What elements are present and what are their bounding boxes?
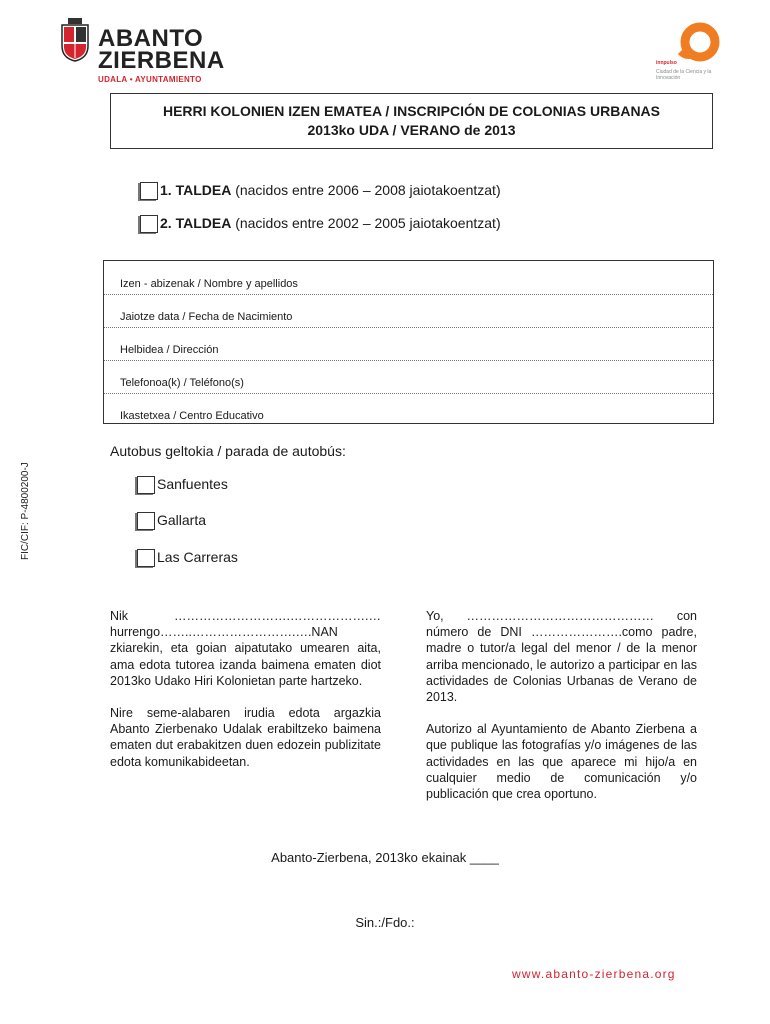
group-option-1	[140, 182, 501, 200]
innovation-text: Ciudad de la Ciencia y la Innovación	[656, 69, 712, 81]
bus-stop-label: Gallarta	[157, 512, 207, 528]
phone-field[interactable]	[104, 360, 713, 394]
bus-stop-checkbox[interactable]	[137, 512, 155, 530]
logo-line-1: ABANTO	[98, 25, 204, 52]
basque-participation-paragraph: Nik ……………………….……………….… hurrengo……..…………………….….NAN zkiarekin, eta goian aipatutako umearen aita, ama edota tutorea izanda baimena ematen diot 2013ko Udako Hiri Kolonietan parte hartzeko.	[110, 609, 381, 688]
name-field-label: Izen - abizenak / Nombre y apellidos	[120, 278, 298, 290]
spanish-authorization-text	[426, 608, 697, 818]
innovation-caption	[656, 60, 726, 81]
bus-stop-heading: Autobus geltokia / parada de autobús:	[110, 443, 346, 459]
name-field[interactable]	[104, 261, 713, 295]
bus-stop-label: Sanfuentes	[157, 476, 228, 492]
basque-authorization-text	[110, 608, 381, 786]
form-title-line-1: HERRI KOLONIEN IZEN EMATEA / INSCRIPCIÓN DE COLONIAS URBANAS	[162, 103, 661, 119]
form-title-line-2: 2013ko UDA / VERANO de 2013	[307, 122, 516, 138]
logo-line-2: ZIERBENA	[98, 47, 225, 74]
group-2-label: 2. TALDEA	[160, 215, 232, 231]
spanish-participation-paragraph: Yo, ……………………………………… con número de DNI ………………….como padre, madre o tutor/a legal del menor / de la menor arriba mencionado, le autorizo a participar en las actividades de Colonias Urbanas de Verano de 2013.	[426, 609, 697, 705]
group-1-detail: (nacidos entre 2006 – 2008 jaiotakoentzat)	[231, 182, 501, 198]
municipal-shield-logo	[60, 18, 90, 62]
address-field-label: Helbidea / Dirección	[120, 344, 219, 356]
bus-stop-checkbox[interactable]	[137, 476, 155, 494]
tax-id-code: FIC/CIF: P-4800200-J	[20, 462, 31, 560]
group-1-checkbox[interactable]	[140, 182, 158, 200]
spanish-image-rights-paragraph: Autorizo al Ayuntamiento de Abanto Zierbena a que publique las fotografías y/o imágenes de las actividades en las que aparece mi hijo/a en cualquier medio de comunicación y/o publicación que crea oportuno.	[426, 722, 697, 802]
group-1-label: 1. TALDEA	[160, 182, 232, 198]
bus-stop-option	[137, 549, 238, 567]
address-field[interactable]	[104, 327, 713, 361]
group-option-2	[140, 215, 501, 233]
birthdate-field[interactable]	[104, 294, 713, 328]
group-2-checkbox[interactable]	[140, 215, 158, 233]
birthdate-field-label: Jaiotze data / Fecha de Nacimiento	[120, 311, 293, 323]
bus-stop-option	[137, 512, 206, 530]
place-and-date: Abanto-Zierbena, 2013ko ekainak ____	[271, 850, 499, 865]
phone-field-label: Telefonoa(k) / Teléfono(s)	[120, 377, 244, 389]
bus-stop-label: Las Carreras	[157, 549, 238, 565]
bus-stop-checkbox[interactable]	[137, 549, 155, 567]
innovation-brand: innpulso	[656, 60, 677, 66]
school-field-label: Ikastetxea / Centro Educativo	[120, 410, 264, 422]
school-field[interactable]	[104, 393, 713, 426]
bus-stop-option	[137, 476, 228, 494]
basque-image-rights-paragraph: Nire seme-alabaren irudia edota argazkia Abanto Zierbenako Udalak erabiltzeko baimena ematen dut erabakitzen duen edozein publizitate edota komunikabideetan.	[110, 706, 381, 769]
logo-line-3: UDALA • AYUNTAMIENTO	[98, 75, 202, 84]
signature-label: Sin.:/Fdo.:	[355, 915, 415, 930]
group-2-detail: (nacidos entre 2002 – 2005 jaiotakoentzat)	[231, 215, 501, 231]
municipality-logo	[98, 27, 225, 84]
website-link[interactable]: www.abanto-zierbena.org	[512, 967, 676, 981]
personal-data-box	[103, 260, 714, 424]
form-title-box	[110, 93, 713, 149]
